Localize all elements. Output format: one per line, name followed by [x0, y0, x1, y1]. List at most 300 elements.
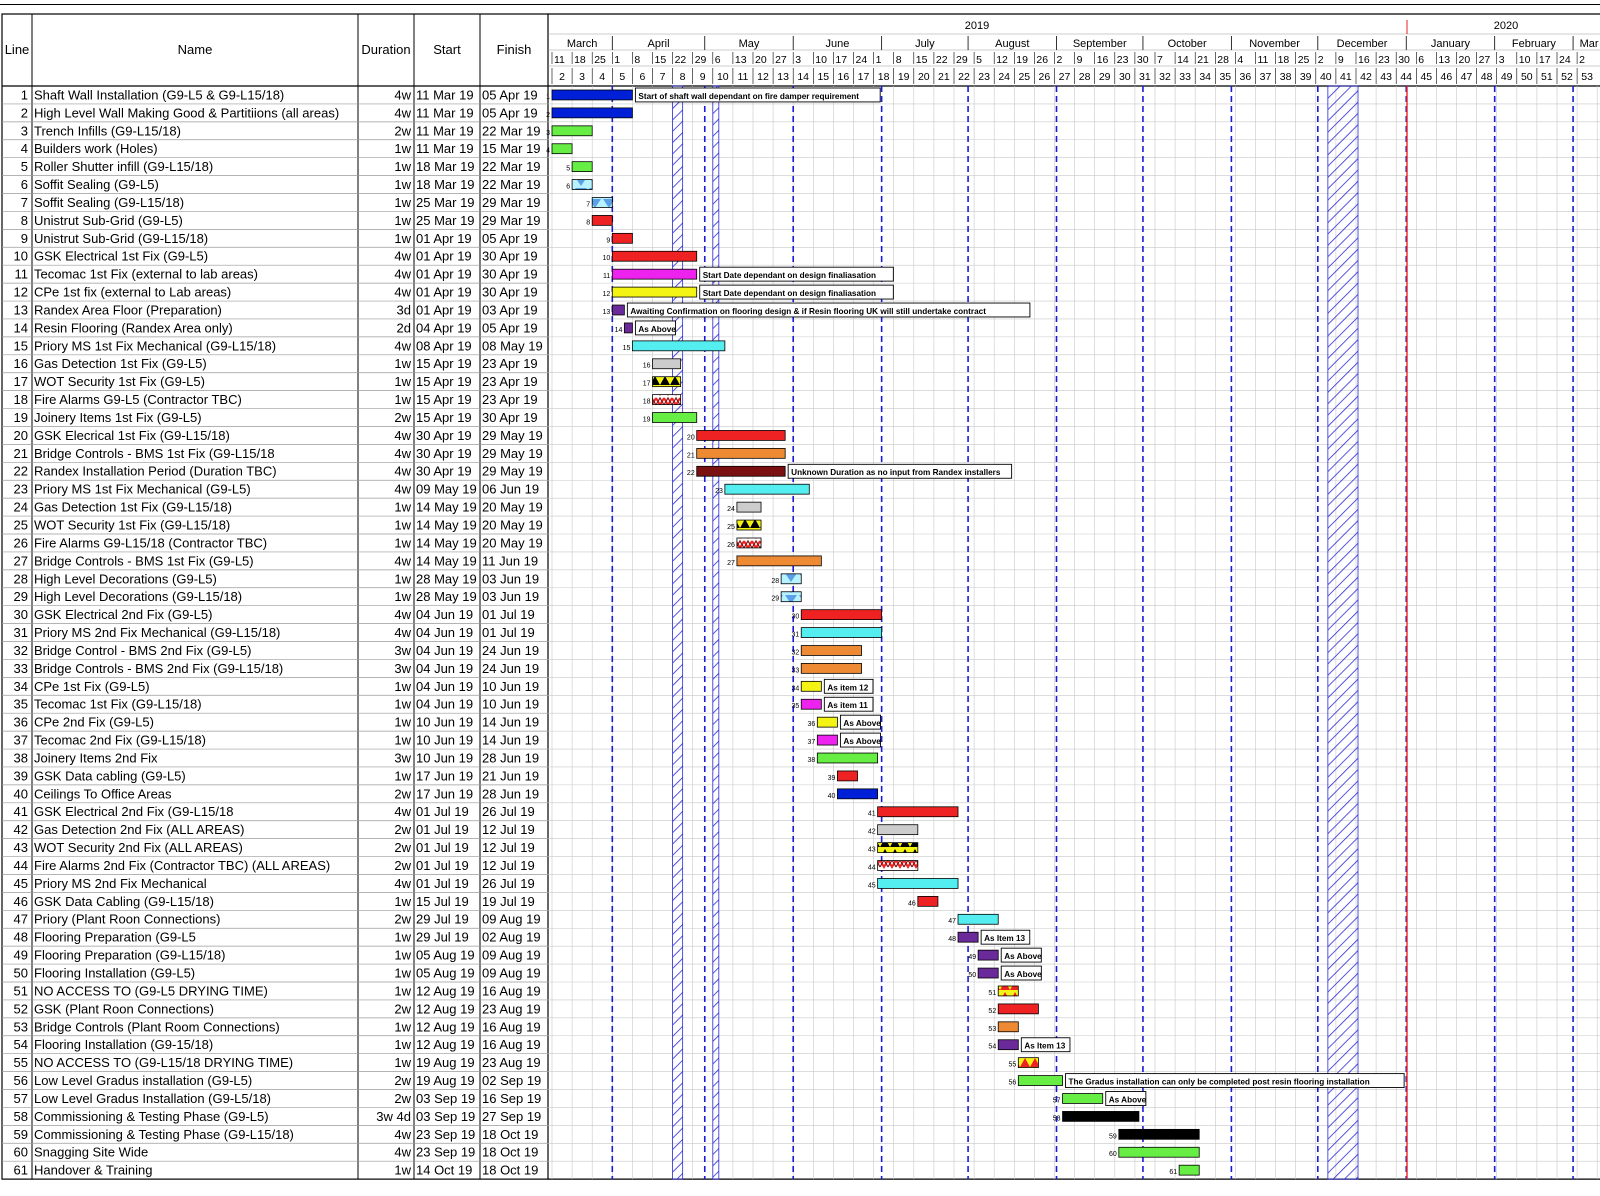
task-finish: 01 Jul 19 [482, 607, 535, 623]
task-name: Randex Area Floor (Preparation) [34, 302, 222, 318]
week-number-label: 33 [1179, 71, 1191, 83]
task-start: 23 Sep 19 [416, 1126, 476, 1142]
task-name: Tecomac 1st Fix (G9-L15/18) [34, 696, 202, 712]
task-duration: 4w [394, 481, 411, 497]
task-bar [697, 430, 785, 440]
task-name: Tecomac 2nd Fix (G9-L15/18) [34, 732, 206, 748]
task-name: Low Level Gradus installation (G9-L5) [34, 1073, 253, 1089]
week-number-label: 32 [1159, 71, 1171, 83]
bar-line-label: 7 [586, 201, 591, 209]
task-bar [878, 861, 918, 871]
week-date-label: 16 [1096, 54, 1109, 66]
week-number-label: 30 [1118, 71, 1131, 83]
week-date-label: 29 [694, 54, 707, 66]
task-line-number: 24 [13, 499, 28, 515]
task-name: GSK (Plant Roon Connections) [34, 1001, 214, 1017]
bar-line-label: 53 [988, 1025, 997, 1033]
task-name: Flooring Preparation (G9-L15/18) [34, 947, 226, 963]
task-name: Low Level Gradus Installation (G9-L5/18) [34, 1090, 272, 1106]
task-bar [978, 968, 998, 978]
week-number-label: 52 [1561, 71, 1573, 83]
task-finish: 15 Mar 19 [482, 141, 541, 157]
task-line-number: 59 [13, 1126, 28, 1142]
task-finish: 20 May 19 [482, 499, 543, 515]
task-bar [801, 699, 821, 709]
task-name: High Level Wall Making Good & Partitiions (all areas) [34, 105, 340, 121]
task-name: Fire Alarms G9-L15/18 (Contractor TBC) [34, 535, 268, 551]
bar-line-label: 10 [602, 255, 611, 263]
task-finish: 24 Jun 19 [482, 660, 540, 676]
task-line-number: 51 [13, 983, 28, 999]
week-number-label: 38 [1279, 71, 1292, 83]
task-line-number: 15 [13, 338, 28, 354]
task-finish: 22 Mar 19 [482, 123, 541, 139]
task-start: 12 Aug 19 [416, 1001, 475, 1017]
task-duration: 2w [394, 840, 411, 856]
week-number-label: 5 [619, 71, 626, 83]
task-name: Commissioning & Testing Phase (G9-L5) [34, 1108, 269, 1124]
week-date-label: 2 [1579, 54, 1585, 66]
week-number-label: 49 [1500, 71, 1513, 83]
task-finish: 05 Apr 19 [482, 87, 538, 103]
week-number-label: 47 [1460, 71, 1473, 83]
task-duration: 4w [394, 607, 411, 623]
bar-line-label: 48 [948, 936, 957, 944]
week-number-label: 13 [777, 71, 789, 83]
bar-line-label: 49 [968, 954, 977, 962]
task-duration: 1w [394, 1037, 411, 1053]
timeline-gridlines [548, 86, 1600, 1179]
task-finish: 09 Aug 19 [482, 911, 541, 927]
bar-line-label: 32 [791, 649, 800, 657]
week-number-label: 4 [599, 71, 606, 83]
task-name: Bridge Controls - BMS 2nd Fix (G9-L15/18) [34, 660, 284, 676]
task-finish: 16 Aug 19 [482, 1019, 541, 1035]
week-date-label: 28 [1217, 54, 1229, 66]
week-date-label: 22 [674, 54, 687, 66]
week-number-label: 17 [857, 71, 870, 83]
task-name: Soffit Sealing (G9-L5) [34, 177, 159, 193]
task-finish: 30 Apr 19 [482, 248, 538, 264]
task-name: High Level Decorations (G9-L5) [34, 571, 217, 587]
bar-line-label: 30 [791, 613, 800, 621]
task-duration: 1w [394, 1019, 411, 1035]
week-date-label: 1 [875, 54, 882, 66]
task-start: 01 Apr 19 [416, 266, 472, 282]
week-date-label: 6 [714, 54, 721, 66]
week-number-label: 46 [1440, 71, 1453, 83]
task-line-number: 29 [13, 589, 28, 605]
task-line-number: 41 [13, 804, 28, 820]
task-bar [958, 932, 978, 942]
task-bar [725, 484, 809, 494]
task-line-number: 2 [20, 105, 28, 121]
holiday-hatch [1328, 86, 1358, 1179]
week-number-label: 40 [1319, 71, 1332, 83]
task-bar [1179, 1165, 1199, 1175]
task-bar [801, 646, 861, 656]
bar-line-label: 33 [791, 667, 800, 675]
task-line-number: 48 [13, 929, 28, 945]
week-date-label: 17 [835, 54, 848, 66]
bar-line-label: 37 [807, 739, 816, 747]
task-line-number: 23 [13, 481, 28, 497]
bar-line-label: 17 [642, 380, 651, 388]
task-bar [1063, 1111, 1139, 1121]
task-finish: 09 Aug 19 [482, 947, 541, 963]
task-line-number: 46 [13, 893, 28, 909]
task-duration: 3w [394, 750, 411, 766]
task-start: 01 Apr 19 [416, 248, 472, 264]
week-date-label: 25 [1297, 54, 1310, 66]
week-number-label: 45 [1420, 71, 1433, 83]
holiday-hatch [713, 86, 719, 1179]
bar-line-label: 31 [791, 631, 800, 639]
week-date-label: 15 [915, 54, 928, 66]
task-duration: 4w [394, 338, 411, 354]
task-bar [624, 323, 632, 333]
task-duration: 4w [394, 87, 411, 103]
week-number-label: 19 [897, 71, 910, 83]
task-name: GSK Electrical 1st Fix (G9-L5) [34, 248, 209, 264]
task-start: 29 Jul 19 [416, 911, 469, 927]
task-bar [592, 215, 612, 225]
task-bar [653, 359, 681, 369]
bar-note: As Above [638, 324, 676, 334]
week-number-label: 6 [639, 71, 646, 83]
task-line-number: 43 [13, 840, 28, 856]
task-start: 17 Jun 19 [416, 768, 474, 784]
task-start: 01 Apr 19 [416, 230, 472, 246]
task-line-number: 11 [14, 266, 28, 282]
week-number-label: 37 [1259, 71, 1272, 83]
column-header-start: Start [433, 42, 461, 57]
task-line-number: 21 [13, 445, 28, 461]
week-number-label: 34 [1199, 71, 1212, 83]
task-finish: 23 Aug 19 [482, 1001, 541, 1017]
task-line-number: 53 [13, 1019, 28, 1035]
week-number-label: 35 [1219, 71, 1232, 83]
week-number-label: 48 [1480, 71, 1493, 83]
task-finish: 05 Apr 19 [482, 320, 538, 336]
bar-line-label: 38 [807, 756, 816, 764]
bar-line-label: 12 [602, 291, 611, 299]
task-bar [697, 448, 785, 458]
task-finish: 24 Jun 19 [482, 642, 540, 658]
task-start: 01 Jul 19 [416, 840, 469, 856]
task-name: Priory MS 1st Fix Mechanical (G9-L5) [34, 481, 251, 497]
task-finish: 18 Oct 19 [482, 1126, 539, 1142]
bar-note: As Above [1108, 1095, 1147, 1105]
task-name: WOT Security 1st Fix (G9-L15/18) [34, 517, 231, 533]
task-duration: 2w [394, 786, 411, 802]
week-date-label: 4 [1237, 54, 1244, 66]
task-line-number: 31 [13, 625, 28, 641]
week-number-label: 27 [1058, 71, 1071, 83]
task-line-number: 26 [13, 535, 28, 551]
task-duration: 2w [394, 911, 411, 927]
task-start: 17 Jun 19 [416, 786, 474, 802]
week-date-label: 29 [956, 54, 968, 66]
week-number-label: 2 [559, 71, 565, 83]
week-number-label: 50 [1520, 71, 1533, 83]
week-number-label: 43 [1380, 71, 1392, 83]
task-bar [1119, 1129, 1199, 1139]
week-number-label: 44 [1400, 71, 1413, 83]
week-date-label: 13 [1438, 54, 1451, 66]
task-bar [653, 377, 681, 387]
task-duration: 4w [394, 875, 411, 891]
task-line-number: 37 [13, 732, 28, 748]
task-name: Flooring Preparation (G9-L5 [34, 929, 196, 945]
task-start: 01 Jul 19 [416, 857, 469, 873]
task-bar [697, 466, 785, 476]
bar-line-label: 27 [727, 559, 735, 567]
bar-note: As Above [843, 737, 881, 747]
task-start: 01 Apr 19 [416, 284, 472, 300]
task-name: Bridge Control - BMS 2nd Fix (G9-L5) [34, 642, 252, 658]
bar-line-label: 18 [642, 398, 651, 406]
bar-line-label: 16 [642, 362, 651, 370]
task-start: 28 May 19 [416, 571, 477, 587]
task-bar [998, 1004, 1038, 1014]
task-finish: 12 Jul 19 [482, 840, 535, 856]
week-date-label: 12 [996, 54, 1008, 66]
bar-line-label: 28 [771, 577, 780, 585]
task-finish: 16 Aug 19 [482, 1037, 541, 1053]
week-number-label: 14 [797, 71, 810, 83]
task-finish: 16 Sep 19 [482, 1090, 542, 1106]
bar-line-label: 4 [546, 147, 550, 155]
task-start: 01 Apr 19 [416, 302, 472, 318]
week-number-label: 36 [1239, 71, 1252, 83]
month-label: February [1511, 38, 1556, 50]
task-start: 14 May 19 [416, 553, 477, 569]
bar-line-label: 35 [791, 703, 800, 711]
week-date-label: 7 [1157, 54, 1163, 66]
task-bar [837, 771, 857, 781]
task-name: Randex Installation Period (Duration TBC) [34, 463, 277, 479]
task-bar [801, 628, 881, 638]
task-duration: 4w [394, 284, 411, 300]
column-header-name: Name [177, 42, 213, 57]
task-line-number: 42 [13, 822, 28, 838]
task-start: 04 Jun 19 [416, 678, 474, 694]
task-finish: 03 Apr 19 [482, 302, 538, 318]
bar-line-label: 41 [867, 810, 876, 818]
task-line-number: 52 [13, 1001, 28, 1017]
task-bar [737, 520, 761, 530]
task-name: NO ACCESS TO (G9-L15/18 DRYING TIME) [34, 1055, 294, 1071]
task-bar [653, 413, 697, 423]
task-duration: 1w [394, 356, 411, 372]
task-table [2, 14, 548, 1179]
task-bar [612, 287, 696, 297]
week-date-label: 5 [976, 54, 982, 66]
task-line-number: 39 [13, 768, 28, 784]
week-date-label: 2 [1056, 54, 1063, 66]
task-finish: 03 Jun 19 [482, 589, 540, 605]
task-name: Ceilings To Office Areas [34, 786, 172, 802]
column-header-finish: Finish [496, 42, 532, 57]
task-finish: 12 Jul 19 [482, 857, 535, 873]
task-name: WOT Security 1st Fix (G9-L5) [34, 374, 205, 390]
task-line-number: 8 [20, 212, 28, 228]
task-duration: 4w [394, 445, 411, 461]
task-duration: 1w [394, 212, 411, 228]
task-name: Gas Detection 2nd Fix (ALL AREAS) [34, 822, 245, 838]
bar-line-label: 61 [1169, 1169, 1178, 1177]
task-bar [998, 986, 1018, 996]
bar-note: Start of shaft wall dependant on fire damper requirement [638, 91, 860, 101]
task-duration: 2w [394, 123, 411, 139]
task-finish: 29 Mar 19 [482, 212, 541, 228]
task-line-number: 40 [13, 786, 28, 802]
task-line-number: 44 [13, 857, 28, 873]
task-name: Snagging Site Wide [34, 1144, 149, 1160]
month-label: August [995, 38, 1030, 50]
task-name: Shaft Wall Installation (G9-L5 & G9-L15/18) [34, 87, 285, 103]
task-duration: 3d [396, 302, 411, 318]
task-name: CPe 1st fix (external to Lab areas) [34, 284, 232, 300]
week-number-label: 31 [1139, 71, 1151, 83]
bar-line-label: 46 [908, 900, 916, 908]
bar-note: As item 11 [827, 701, 868, 711]
bar-note: Awaiting Confirmation on flooring design & if Resin flooring UK will still undertake contract [630, 306, 986, 316]
month-label: March [566, 38, 598, 50]
task-start: 10 Jun 19 [416, 714, 474, 730]
bar-line-label: 25 [727, 524, 735, 531]
task-start: 04 Jun 19 [416, 607, 474, 623]
task-duration: 4w [394, 1144, 411, 1160]
week-date-label: 27 [775, 54, 787, 66]
task-bar [737, 502, 761, 512]
bar-line-label: 58 [1052, 1115, 1061, 1123]
week-date-label: 21 [1197, 54, 1209, 66]
task-finish: 21 Jun 19 [482, 768, 540, 784]
task-line-number: 32 [13, 642, 28, 658]
task-start: 01 Jul 19 [416, 875, 469, 891]
task-duration: 4w [394, 427, 411, 443]
task-finish: 09 Aug 19 [482, 965, 541, 981]
bar-line-label: 40 [827, 792, 836, 800]
bar-line-label: 55 [1008, 1061, 1017, 1069]
task-start: 12 Aug 19 [416, 1037, 475, 1053]
task-bar [878, 825, 918, 835]
week-date-label: 30 [1136, 54, 1149, 66]
task-duration: 1w [394, 177, 411, 193]
week-date-label: 20 [1458, 54, 1471, 66]
task-finish: 27 Sep 19 [482, 1108, 542, 1124]
task-name: Priory MS 1st Fix Mechanical (G9-L15/18) [34, 338, 277, 354]
task-start: 25 Mar 19 [416, 194, 475, 210]
task-finish: 16 Aug 19 [482, 983, 541, 999]
task-start: 04 Apr 19 [416, 320, 472, 336]
bar-line-label: 13 [602, 308, 611, 316]
task-line-number: 28 [13, 571, 28, 587]
task-start: 10 Jun 19 [416, 732, 474, 748]
week-date-label: 17 [1538, 54, 1551, 66]
task-line-number: 7 [20, 194, 28, 210]
task-start: 15 Apr 19 [416, 392, 472, 408]
task-duration: 1w [394, 768, 411, 784]
task-bar [918, 896, 938, 906]
task-duration: 2w [394, 1001, 411, 1017]
timeline-header [548, 14, 1600, 1179]
task-name: Unistrut Sub-Grid (G9-L15/18) [34, 230, 209, 246]
task-finish: 19 Jul 19 [482, 893, 535, 909]
task-duration: 4w [394, 804, 411, 820]
task-finish: 30 Apr 19 [482, 409, 538, 425]
task-start: 14 May 19 [416, 499, 477, 515]
task-line-number: 25 [13, 517, 28, 533]
week-number-label: 10 [716, 71, 729, 83]
task-start: 11 Mar 19 [416, 141, 474, 157]
bar-line-label: 19 [642, 416, 651, 424]
task-finish: 22 Mar 19 [482, 177, 541, 193]
task-name: Bridge Controls (Plant Room Connections) [34, 1019, 280, 1035]
task-duration: 1w [394, 929, 411, 945]
week-date-label: 19 [1016, 54, 1028, 66]
task-name: Roller Shutter infill (G9-L15/18) [34, 159, 214, 175]
task-name: Joinery Items 2nd Fix [34, 750, 158, 766]
task-bar [781, 574, 801, 584]
week-number-label: 15 [817, 71, 830, 83]
task-finish: 14 Jun 19 [482, 714, 540, 730]
task-start: 19 Aug 19 [416, 1073, 475, 1089]
task-line-number: 5 [20, 159, 28, 175]
bar-line-label: 20 [686, 434, 695, 442]
task-name: Fire Alarms 2nd Fix (Contractor TBC) (ALL AREAS) [34, 857, 331, 873]
month-label: September [1072, 38, 1127, 50]
bar-note: As Above [1004, 970, 1042, 979]
task-line-number: 38 [13, 750, 28, 766]
task-bar [737, 556, 821, 566]
task-finish: 20 May 19 [482, 517, 543, 533]
task-finish: 23 Apr 19 [482, 392, 538, 408]
task-bar [878, 807, 958, 817]
week-number-label: 21 [938, 71, 950, 83]
task-duration: 3w [394, 642, 411, 658]
bar-note: Unknown Duration as no input from Randex installers [791, 468, 1001, 478]
task-bar [978, 950, 998, 960]
month-label: October [1167, 38, 1207, 50]
bar-note: As Above [843, 719, 881, 729]
week-date-label: 8 [895, 54, 902, 66]
week-date-label: 22 [935, 54, 948, 66]
task-start: 01 Jul 19 [416, 804, 469, 820]
task-name: GSK Electrical 2nd Fix (G9-L15/18 [34, 804, 234, 820]
task-bar [612, 233, 632, 243]
task-duration: 1w [394, 893, 411, 909]
task-start: 05 Aug 19 [416, 947, 475, 963]
week-date-label: 9 [1337, 54, 1344, 66]
task-finish: 06 Jun 19 [482, 481, 540, 497]
task-start: 15 Apr 19 [416, 409, 472, 425]
task-line-number: 20 [13, 427, 28, 443]
week-date-label: 24 [1559, 54, 1571, 66]
task-name: Builders work (Holes) [34, 141, 158, 157]
bar-line-label: 26 [727, 541, 735, 549]
task-bar [878, 843, 918, 853]
week-number-label: 26 [1038, 71, 1051, 83]
task-bar [612, 251, 696, 261]
task-duration: 1w [394, 499, 411, 515]
bar-line-label: 36 [807, 721, 816, 729]
month-label: December [1336, 38, 1388, 50]
task-line-number: 58 [13, 1108, 28, 1124]
week-date-label: 1 [614, 54, 621, 66]
